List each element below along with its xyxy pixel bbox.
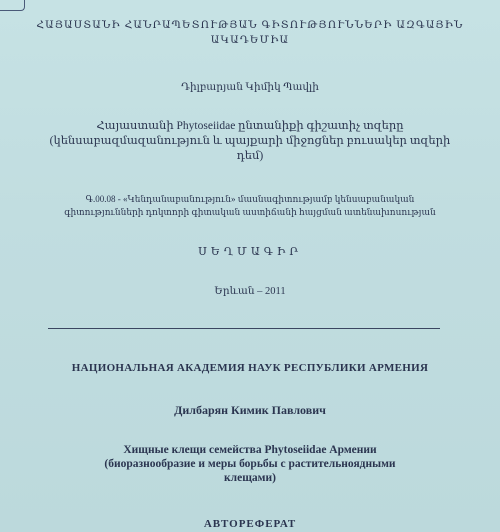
- armenian-place-year: Երևան – 2011: [214, 286, 286, 297]
- armenian-specialty-line-1: Գ.00.08 - «Կենդանաբանություն» մասնագիտությամբ կենսաբանական: [85, 194, 415, 204]
- russian-organization: НАЦИОНАЛЬНАЯ АКАДЕМИЯ НАУК РЕСПУБЛИКИ АРМЕНИЯ: [71, 362, 429, 374]
- russian-title: [0, 443, 500, 485]
- armenian-organization-line-2: ԱԿԱԴԵՄԻԱ: [210, 35, 290, 46]
- armenian-title: [0, 119, 500, 164]
- russian-title-line-1: Хищные клещи семейства Phytoseiidae Армении: [123, 444, 377, 456]
- armenian-title-line-2: (կենսաբազմազանություն և պայքարի միջոցներ բուսակեր տզերի: [49, 135, 451, 147]
- corner-bracket-mark: [0, 0, 25, 11]
- armenian-specialty-line-2: գիտությունների դոկտորի գիտական աստիճանի հայցման ատենախոսության: [64, 207, 436, 217]
- armenian-organization-line-1: ՀԱՅԱՍՏԱՆԻ ՀԱՆՐԱՊԵՏՈՒԹՅԱՆ ԳԻՏՈՒԹՅՈՒՆՆԵՐԻ ԱԶԳԱՅԻՆ: [36, 20, 464, 31]
- russian-title-line-3: клещами): [224, 472, 276, 484]
- armenian-organization: [0, 18, 500, 48]
- russian-title-line-2: (биоразнообразие и меры борьбы с растительноядными: [104, 458, 396, 470]
- armenian-title-line-3: դեմ): [236, 150, 264, 162]
- russian-document-type: АВТОРЕФЕРАТ: [203, 518, 297, 530]
- armenian-title-line-1: Հայաստանի Phytoseiidae ընտանիքի գիշատիչ տզերը: [96, 120, 404, 132]
- russian-author: Дилбарян Кимик Павлович: [174, 403, 326, 417]
- armenian-document-type: ՍԵՂՄԱԳԻՐ: [198, 246, 302, 258]
- section-divider: [48, 328, 440, 329]
- armenian-author: Դիլբարյան Կիմիկ Պավլի: [181, 82, 319, 93]
- armenian-specialty: [0, 193, 500, 219]
